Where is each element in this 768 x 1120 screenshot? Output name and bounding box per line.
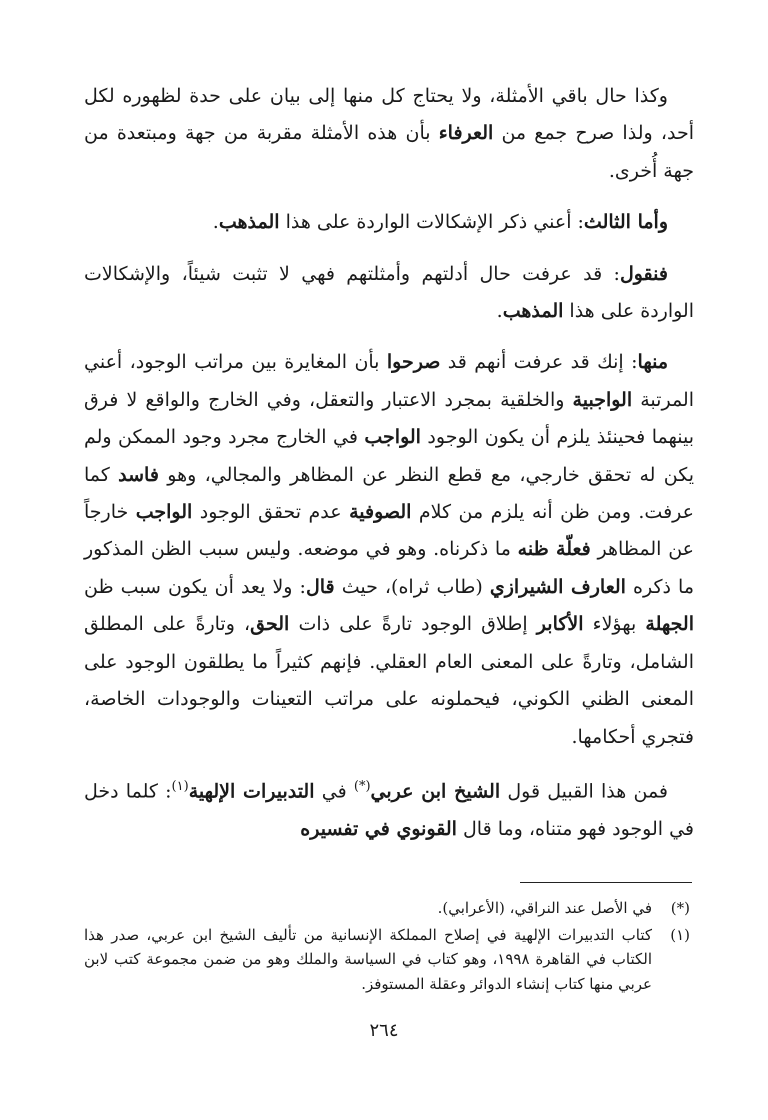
text-run: بأن المغايرة بين مراتب الوجود، أعني المرتبة	[84, 351, 694, 411]
text-run: : قد عرفت حال أدلتهم وأمثلتهم فهي لا تثبت شيئاً، والإشكالات الواردة على هذا	[84, 262, 694, 323]
text-run: في الخارج مجرد وجود الممكن ولم يكن له تحقق خارجي، مع قطع النظر عن المظاهر والمجالي، وهو	[84, 426, 694, 486]
footnote	[84, 896, 690, 921]
bold-term: منها	[637, 351, 669, 374]
text-run: (طاب ثراه)، حيث	[334, 575, 490, 598]
bold-term: فنقول	[619, 262, 668, 285]
text-run: بهؤلاء	[583, 613, 646, 636]
bold-term: العارف الشيرازي	[489, 575, 626, 598]
bold-term: الواجبية	[572, 388, 633, 411]
text-run: خارجاً عن المظاهر	[84, 501, 694, 561]
footnote-divider	[520, 882, 692, 883]
bold-term: التدبيرات الإلهية	[188, 780, 315, 803]
bold-term: فعلّة ظنه	[517, 538, 591, 561]
main-text	[84, 78, 694, 848]
text-run: وكذا حال باقي الأمثلة، ولا يحتاج كل منها إلى بيان على حدة لظهوره لكل أحد، ولذا صرح جمع من	[84, 85, 694, 145]
text-run: .	[212, 211, 219, 234]
bold-term: الحق	[250, 613, 290, 636]
footnote-reference: (١)	[171, 778, 189, 794]
bold-term: قال	[305, 575, 335, 598]
paragraph	[84, 768, 694, 848]
footnote-mark: (*)	[670, 899, 690, 917]
text-run: : ولا يعد أن يكون سبب ظن	[84, 575, 306, 598]
bold-term: الشيخ ابن عربي	[370, 780, 501, 803]
text-run: : أعني ذكر الإشكالات الواردة على هذا	[279, 211, 584, 234]
paragraph	[84, 344, 694, 755]
text-run: : إنك قد عرفت أنهم قد	[440, 351, 638, 374]
bold-term: الواجب	[364, 426, 421, 449]
paragraph	[84, 78, 694, 190]
text-run: فمن هذا القبيل قول	[500, 780, 669, 803]
page-number: ٢٦٤	[369, 1020, 399, 1041]
bold-term: فاسد	[118, 463, 159, 486]
text-run: في	[314, 780, 354, 803]
footnote-mark: (١)	[670, 925, 690, 944]
bold-term: القونوي في تفسيره	[300, 817, 457, 840]
bold-term: الأكابر	[536, 613, 584, 636]
bold-term: العرفاء	[438, 122, 494, 145]
text-run: بأن هذه الأمثلة مقربة من جهة ومبتعدة من جهة أُخرى.	[84, 122, 694, 182]
footnote-text: في الأصل عند النراقي، (الأعرابي).	[437, 899, 652, 917]
bold-term: وأما الثالث	[583, 211, 668, 234]
text-run: : كلما دخل في الوجود فهو متناه، وما قال	[84, 780, 694, 840]
text-run: والخلقية بمجرد الاعتبار والتعقل، وفي الخارج والواقع لا فرق بينهما فحينئذ يلزم أن يكون الوجود	[84, 388, 695, 449]
bold-term: الواجب	[135, 501, 193, 524]
text-run: عدم تحقق الوجود	[192, 501, 350, 524]
paragraph	[84, 256, 694, 331]
bold-term: الصوفية	[349, 501, 412, 524]
bold-term: صرحوا	[386, 351, 441, 374]
bold-term: المذهب	[218, 211, 280, 234]
text-run: إطلاق الوجود تارةً على ذات	[289, 613, 537, 636]
paragraph	[84, 204, 694, 241]
footnote-reference: (*)	[353, 778, 371, 794]
text-run: ما ذكرناه. وهو في موضعه. وليس سبب الظن المذكور ما ذكره	[84, 538, 694, 598]
text-run: كما عرفت. ومن ظن أنه يلزم من كلام	[84, 463, 694, 524]
footnotes	[84, 896, 690, 998]
footnote	[84, 923, 690, 997]
text-run: .	[496, 300, 503, 323]
bold-term: المذهب	[502, 300, 564, 323]
bold-term: الجهلة	[645, 613, 694, 636]
footnote-text: كتاب التدبيرات الإلهية في إصلاح المملكة الإنسانية من تأليف الشيخ ابن عربي، صدر هذا الكتاب في القاهرة ١٩٩٨، وهو كتاب في السياسة والملك وهو من ضمن مجموعة كتب لابن عربي منها كتاب إنشاء الدوائر وعقلة المستوفز.	[84, 925, 652, 993]
text-run: ، وتارةً على المطلق الشامل، وتارةً على المعنى العام العقلي. فإنهم كثيراً ما يطلقون الوجود على المعنى الظني الكوني، فيحملونه على مراتب التعينات والوجودات الخاصة، فتجري أحكامها.	[84, 613, 694, 748]
